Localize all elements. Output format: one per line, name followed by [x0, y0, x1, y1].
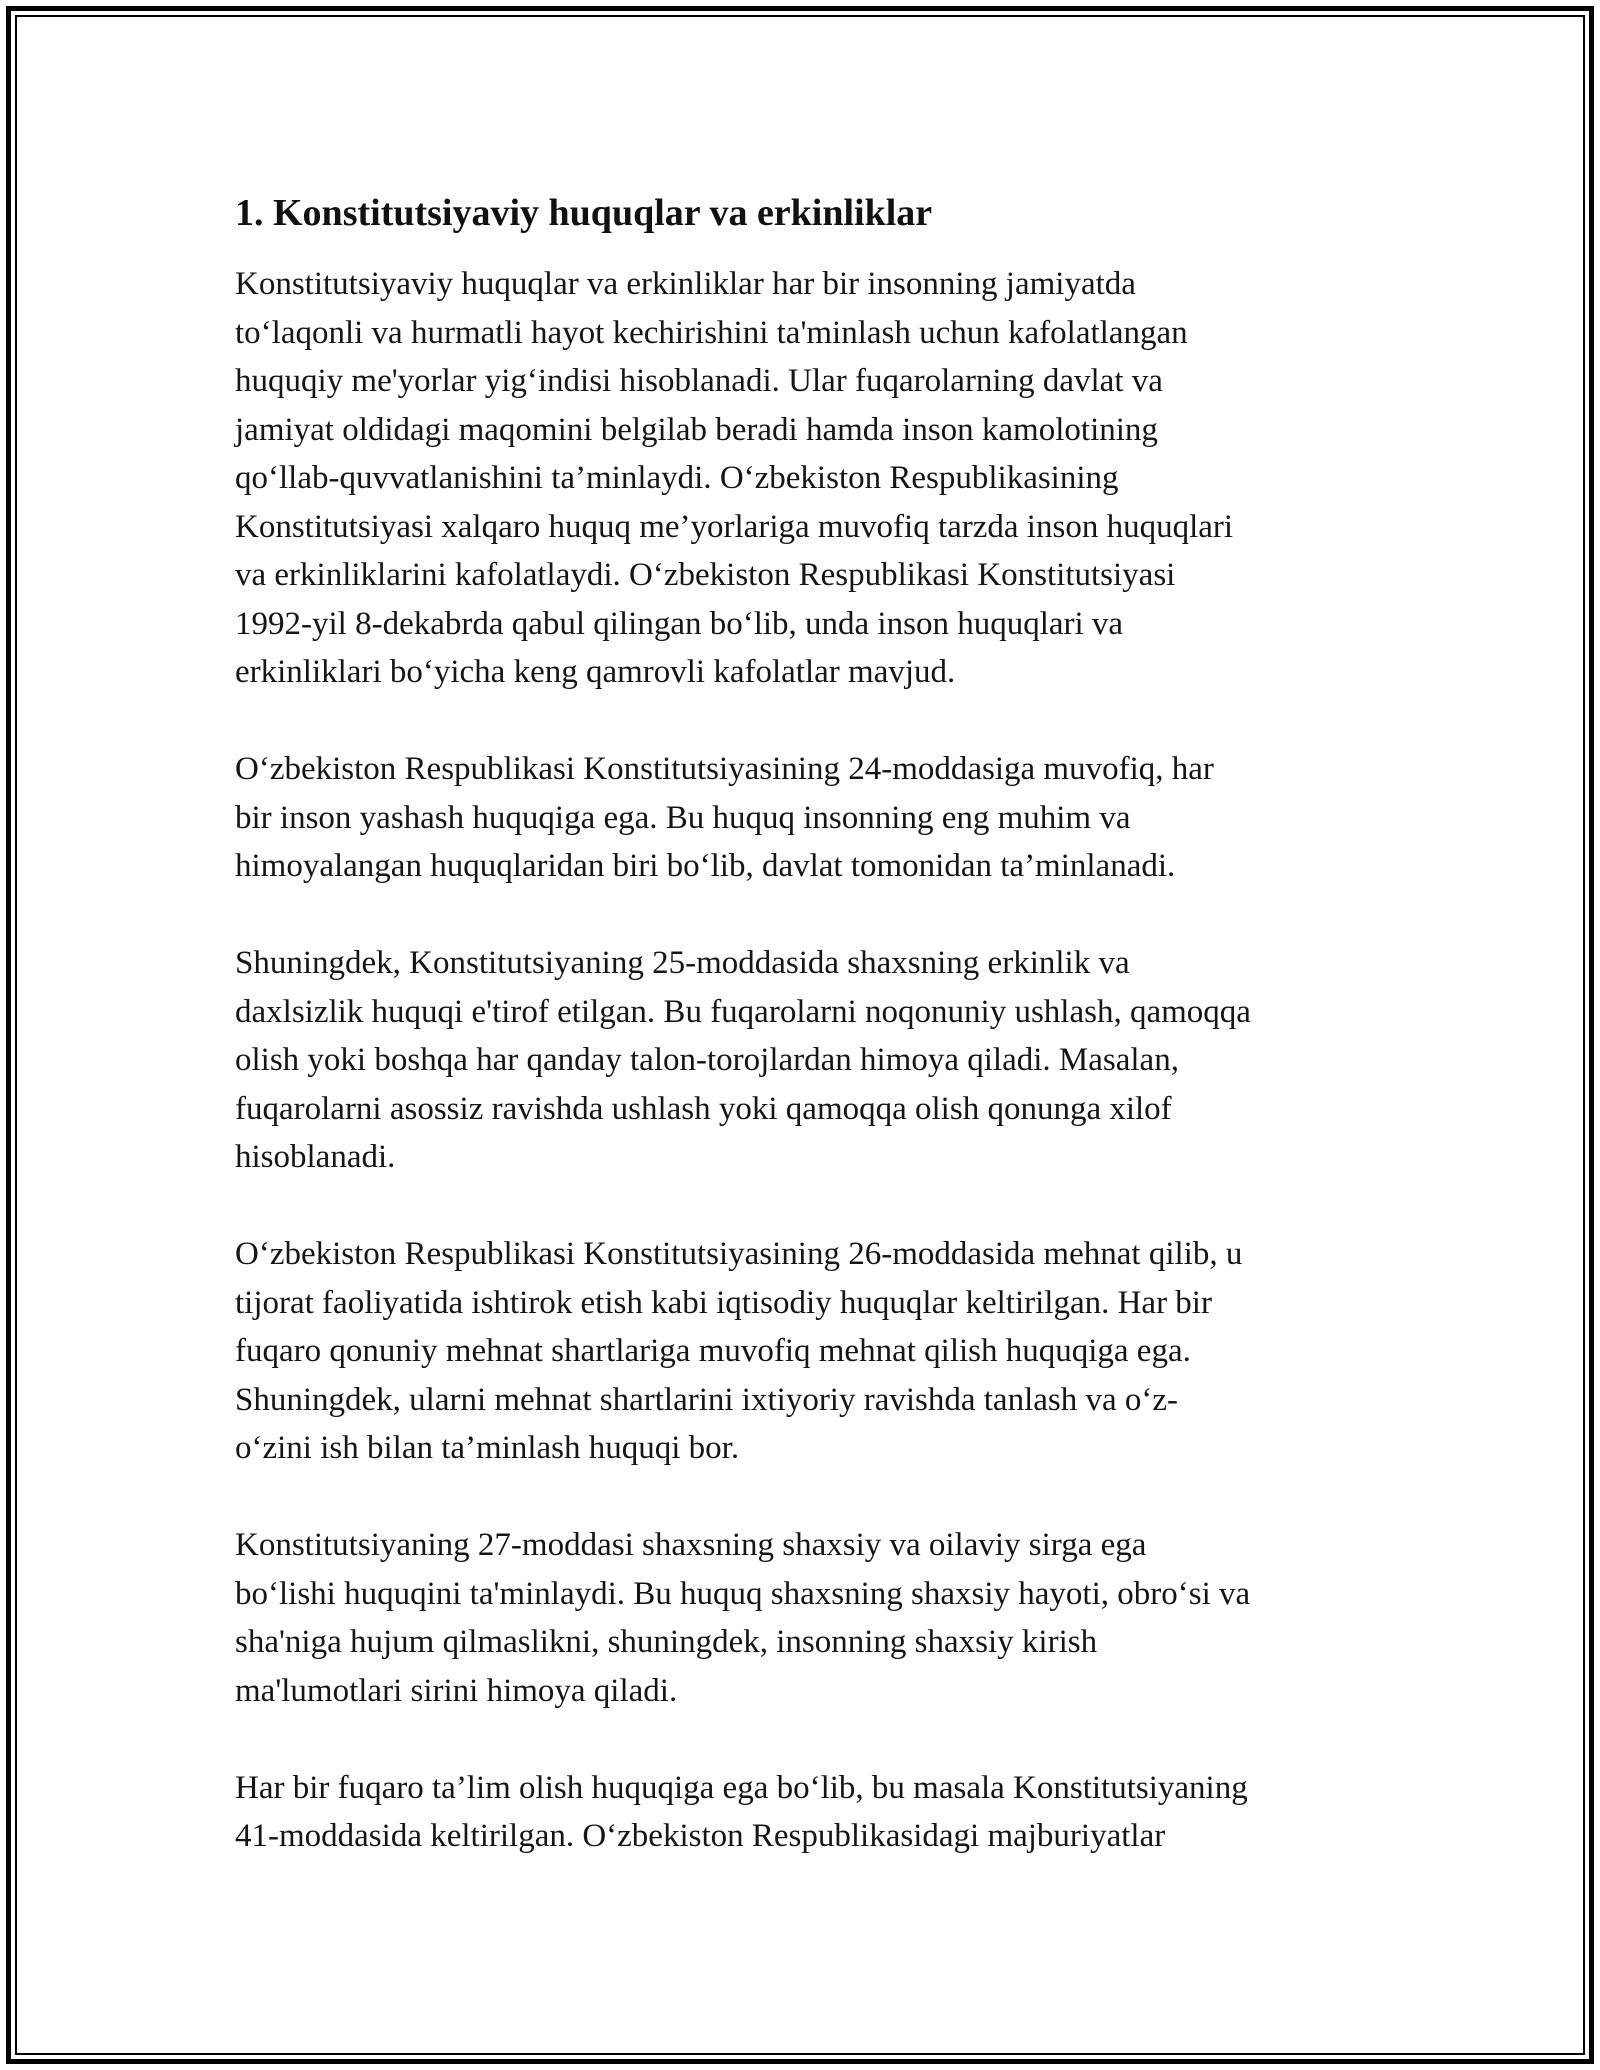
paragraph: [235, 1521, 1375, 1715]
text-line: erkinliklari bo‘yicha keng qamrovli kafolatlar mavjud.: [235, 654, 956, 690]
text-line: fuqarolarni asossiz ravishda ushlash yoki qamoqqa olish qonunga xilof: [235, 1090, 1172, 1127]
text-line: 1992-yil 8-dekabrda qabul qilingan bo‘lib, unda inson huquqlari va: [235, 605, 1124, 642]
text-line: Shuningdek, ularni mehnat shartlarini ixtiyoriy ravishda tanlash va o‘z-: [235, 1381, 1179, 1418]
text-line: O‘zbekiston Respublikasi Konstitutsiyasining 26-moddasida mehnat qilib, u: [235, 1236, 1243, 1272]
text-line: hisoblanadi.: [235, 1139, 396, 1175]
paragraph: [235, 260, 1375, 697]
text-line: ma'lumotlari sirini himoya qiladi.: [235, 1672, 678, 1709]
text-line: qo‘llab-quvvatlanishini ta’minlaydi. O‘zbekiston Respublikasining: [235, 460, 1119, 496]
text-line: fuqaro qonuniy mehnat shartlariga muvofiq mehnat qilish huquqiga ega.: [235, 1333, 1191, 1369]
paragraph-list: [235, 260, 1375, 1861]
text-line: Shuningdek, Konstitutsiyaning 25-moddasida shaxsning erkinlik va: [235, 945, 1130, 981]
text-line: Konstitutsiyasi xalqaro huquq me’yorlariga muvofiq tarzda inson huquqlari: [235, 508, 1234, 545]
text-line: huquqiy me'yorlar yig‘indisi hisoblanadi. Ular fuqarolarning davlat va: [235, 363, 1163, 399]
text-line: Konstitutsiyaning 27-moddasi shaxsning shaxsiy va oilaviy sirga ega: [235, 1527, 1147, 1563]
text-line: va erkinliklarini kafolatlaydi. O‘zbekiston Respublikasi Konstitutsiyasi: [235, 557, 1176, 593]
text-line: daxlsizlik huquqi e'tirof etilgan. Bu fuqarolarni noqonuniy ushlash, qamoqqa: [235, 993, 1251, 1030]
text-line: himoyalangan huquqlaridan biri bo‘lib, davlat tomonidan ta’minlanadi.: [235, 848, 1176, 884]
text-line: Konstitutsiyaviy huquqlar va erkinliklar har bir insonning jamiyatda: [235, 266, 1136, 302]
paragraph: [235, 1764, 1375, 1861]
text-line: sha'niga hujum qilmaslikni, shuningdek, insonning shaxsiy kirish: [235, 1624, 1098, 1660]
text-line: olish yoki boshqa har qanday talon-torojlardan himoya qiladi. Masalan,: [235, 1042, 1179, 1078]
text-line: to‘laqonli va hurmatli hayot kechirishini ta'minlash uchun kafolatlangan: [235, 314, 1188, 351]
paragraph: [235, 745, 1375, 891]
paragraph: [235, 1230, 1375, 1473]
document-body: [235, 188, 1375, 1909]
text-line: 41-moddasida keltirilgan. O‘zbekiston Respublikasidagi majburiyatlar: [235, 1818, 1166, 1854]
section-heading: 1. Konstitutsiyaviy huquqlar va erkinliklar: [235, 192, 933, 234]
text-line: tijorat faoliyatida ishtirok etish kabi iqtisodiy huquqlar keltirilgan. Har bir: [235, 1284, 1212, 1321]
text-line: Har bir fuqaro ta’lim olish huquqiga ega bo‘lib, bu masala Konstitutsiyaning: [235, 1769, 1248, 1806]
text-line: o‘zini ish bilan ta’minlash huquqi bor.: [235, 1430, 740, 1466]
text-line: bir inson yashash huquqiga ega. Bu huquq insonning eng muhim va: [235, 799, 1131, 836]
text-line: bo‘lishi huquqini ta'minlaydi. Bu huquq shaxsning shaxsiy hayoti, obro‘si va: [235, 1575, 1251, 1612]
text-line: jamiyat oldidagi maqomini belgilab beradi hamda inson kamolotining: [235, 411, 1158, 448]
text-line: O‘zbekiston Respublikasi Konstitutsiyasining 24-moddasiga muvofiq, har: [235, 751, 1214, 787]
paragraph: [235, 939, 1375, 1182]
